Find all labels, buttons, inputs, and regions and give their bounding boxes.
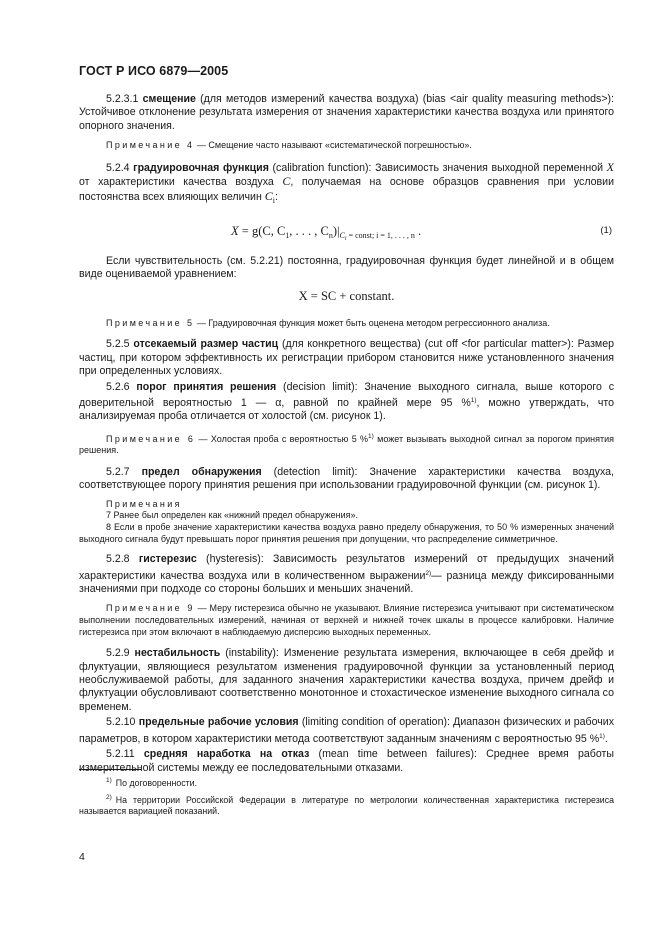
clause-text: (hysteresis): Зависимость результатов измерений от предыдущих значений характеристики качества воздуха или в количественном выражении [79, 553, 615, 582]
clause-5-2-10 [79, 716, 614, 746]
clause-text: (detection limit): Значение характеристики качества воздуха, соответствующее порогу принятия решения при использовании градуировочной функции (см. рисунок 1). [79, 466, 614, 492]
clause-text: : [275, 190, 278, 203]
clause-term: гистерезис [138, 553, 197, 566]
clause-text: от характеристики качества воздуха [79, 176, 283, 189]
clause-number: 5.2.9 [106, 647, 130, 660]
page-number: 4 [79, 851, 85, 863]
clause-5-2-6 [79, 381, 614, 424]
clause-text: (для конкретного вещества) (cut off <for particular matter>): Размер частиц, при котором эффективность их регистрации прибором становится ниже установленного значения при определенных условиях. [79, 338, 614, 378]
document-header: ГОСТ Р ИСО 6879—2005 [79, 64, 229, 78]
clause-number: 5.2.8 [106, 553, 130, 566]
clause-text: (limiting condition of operation): Диапазон физических и рабочих параметров, в котором характеристики метода соответствуют заданным значениям с вероятностью 95 % [79, 716, 614, 745]
clause-5-2-8 [79, 553, 614, 596]
clause-5-2-9 [79, 647, 614, 714]
footnote-ref: 2) [425, 569, 432, 577]
footnote-mark: 1) [106, 777, 112, 784]
clause-number: 5.2.3.1 [106, 93, 139, 105]
footnote-ref: 1) [368, 432, 374, 440]
clause-term: градуировочная функция [133, 161, 269, 174]
footnote-divider [79, 769, 141, 770]
clause-text: . [604, 732, 608, 745]
clause-text: , можно утверждать, что анализируемая проба отличается от холостой (см. рисунок 1). [79, 397, 614, 423]
note-5 [79, 318, 614, 330]
clause-5-2-3-1 [79, 93, 614, 133]
clause-text: — разница между фиксированными значениями при подходе со стороны больших и меньших значений. [79, 569, 614, 596]
variable-c: C [282, 174, 291, 189]
clause-text: (instability): Изменение результата измерения, включающее в себя дрейф и флуктуации, являющиеся результатом изменения градуировочной функции за установленный период необслуживаемой работы, для заданного значения характеристики качества воздуха, причем дрейф и флуктуации обусловливают соответственно монотонное и стохастическое изменение выходного сигнала со временем. [79, 647, 614, 713]
note-label: Примечание 5 [106, 317, 195, 328]
note-text: — Смещение часто называют «систематической погрешностью». [194, 140, 472, 151]
footnote-ref: 1) [470, 397, 477, 405]
clause-text: (calibration function): Зависимость значения выходной переменной [268, 161, 607, 174]
clause-term: предельные рабочие условия [138, 716, 299, 729]
note-9 [79, 603, 614, 638]
clause-term: средняя наработка на отказ [143, 748, 310, 761]
formula-1 [79, 216, 614, 246]
clause-text: (decision limit): Значение выходного сигнала, выше которого с доверительной вероятностью 1 — α, равной по крайней мере 95 % [79, 380, 614, 410]
clause-term: порог принятия решения [136, 380, 277, 393]
footnote-ref: 1) [599, 732, 605, 740]
formula-linear: X = SC + constant. [298, 288, 395, 303]
note-6 [79, 431, 614, 457]
clause-number: 5.2.11 [106, 748, 135, 761]
note-text: — Меру гистерезиса обычно не указывают. Влияние гистерезиса учитывают при систематическом выполнении последовательных измерений, начиная от верхней и нижней точек шкалы в процессе калибровки. Наличие гистерезиса при этом включают в наблюдаемую дисперсию выходных переменных. [79, 603, 614, 637]
clause-number: 5.2.7 [106, 466, 130, 479]
variable-ci-subscript: i [272, 195, 276, 205]
note-text: — Градуировочная функция может быть оценена методом регрессионного анализа. [194, 317, 550, 328]
clause-number: 5.2.10 [106, 716, 136, 729]
note-label: Примечание 4 [106, 140, 195, 151]
clause-term: нестабильность [134, 647, 221, 660]
footnote-2 [79, 792, 614, 818]
notes-7-8 [79, 499, 614, 545]
clause-term: предел обнаружения [141, 466, 262, 479]
note-label: Примечание 9 [106, 603, 195, 614]
footnote-1 [79, 775, 614, 790]
formula-expression: X = g(C, $C_1$, . . . , $C_n)|_{C_i = const; i = 1, . . . , n}$ . [231, 224, 422, 243]
note-text: — Холостая проба с вероятностью 5 % [195, 433, 369, 444]
note-7: 7 Ранее был определен как «нижний предел обнаружения». [106, 510, 359, 521]
note-8: 8 Если в пробе значение характеристики качества воздуха равно пределу обнаружения, то 50 % измеренных значений выходного сигнала будут превышать порог принятия решения при допущении, что распределение симметричное. [79, 522, 614, 544]
formula-number: (1) [600, 225, 612, 237]
clause-term: отсекаемый размер частиц [133, 338, 279, 351]
document-body [79, 93, 614, 777]
note-text: может вызывать выходной сигнал за порогом принятия решения. [79, 433, 614, 456]
footnote-text: По договоренности. [115, 778, 198, 788]
clause-5-2-11 [79, 748, 614, 775]
clause-5-2-4 [79, 161, 614, 207]
clause-number: 5.2.6 [106, 380, 130, 393]
clause-term: смещение [142, 93, 196, 105]
clause-number: 5.2.5 [106, 338, 130, 351]
variable-x: X [606, 159, 615, 174]
note-4 [79, 140, 614, 152]
clause-text: (mean time between failures): Среднее время работы измерительной системы между ее последовательными отказами. [79, 748, 614, 774]
sensitivity-paragraph: Если чувствительность (см. 5.2.21) постоянна, градуировочная функция будет линейной и в общем виде оцениваемой уравнением: [79, 255, 614, 281]
footnote-mark: 2) [106, 793, 112, 801]
clause-number: 5.2.4 [106, 161, 130, 174]
clause-5-2-5 [79, 338, 614, 378]
footnote-text: На территории Российской Федерации в литературе по метрологии количественная характеристика гистерезиса называется вариацией показаний. [79, 794, 614, 817]
clause-text: , получаемая на основе образцов сравнения при условии постоянства всех влияющих величин [79, 176, 614, 203]
clause-text: (для методов измерений качества воздуха) (bias <air quality measuring methods>): Устойчивое отклонение результата измерения от значения характеристики качества воздуха или принятого опорного значения. [79, 93, 614, 132]
note-label: Примечание 6 [106, 433, 196, 444]
variable-ci: C [264, 188, 273, 203]
footnotes [79, 775, 614, 820]
notes-label: Примечания [106, 498, 182, 509]
clause-5-2-7 [79, 466, 614, 493]
